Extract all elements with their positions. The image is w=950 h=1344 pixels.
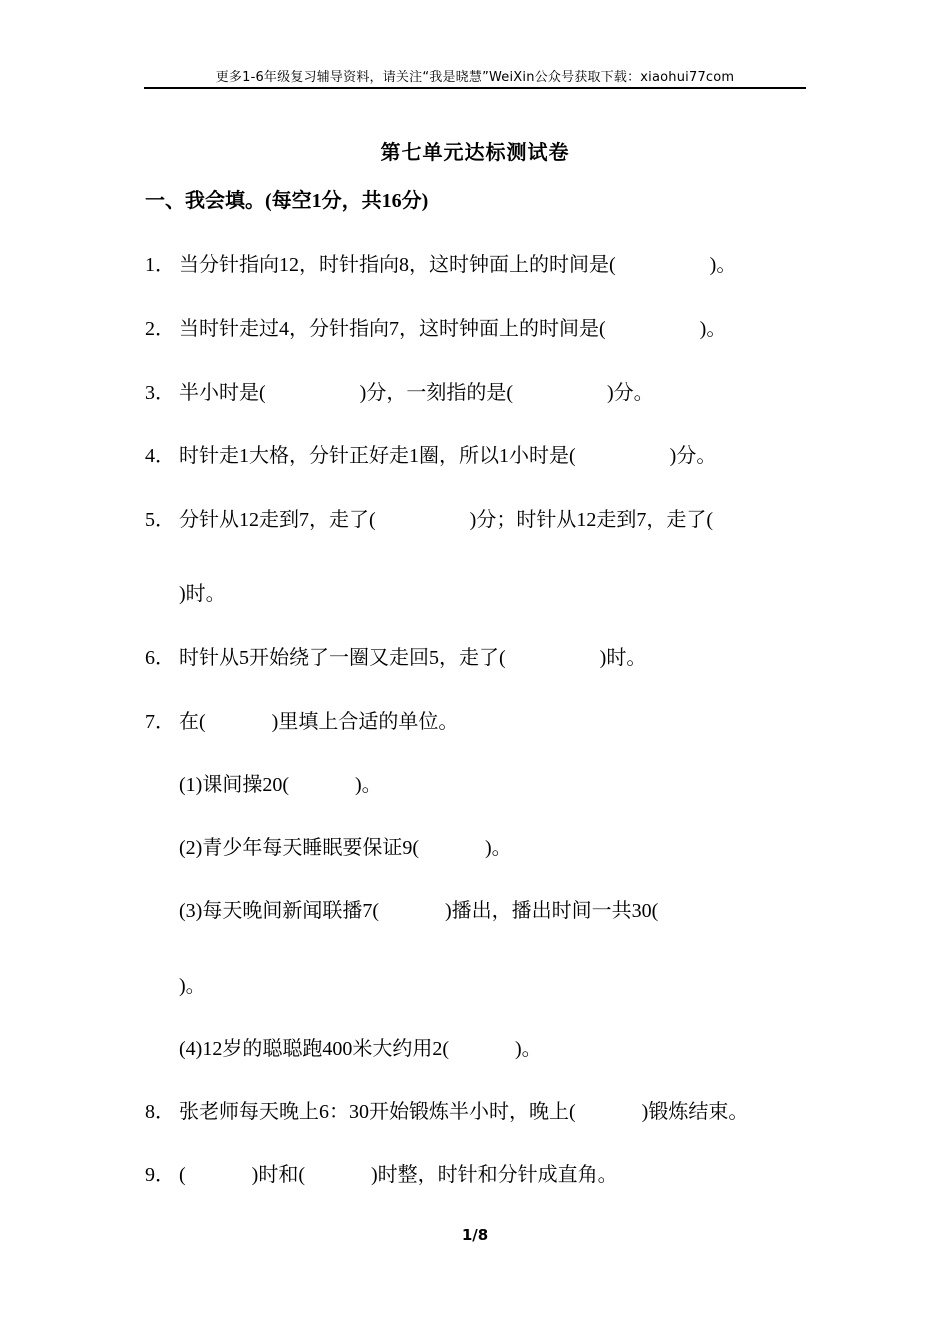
question-7-sub-3-continued — [179, 969, 206, 998]
question-text: ( — [179, 1164, 186, 1186]
question-text: )。 — [514, 1038, 542, 1060]
question-text: 张老师每天晚上6：30开始锻炼半小时，晚上( — [179, 1101, 576, 1123]
question-2 — [145, 312, 726, 341]
question-7-sub-1 — [179, 768, 382, 797]
question-number: 4． — [145, 445, 175, 467]
page-title: 第七单元达标测试卷 — [380, 142, 570, 164]
question-text: )时和( — [251, 1164, 305, 1186]
question-text: )分；时针从12走到7，走了( — [469, 509, 713, 531]
question-4 — [145, 439, 716, 468]
question-text: )分。 — [607, 382, 654, 404]
question-number: 1． — [145, 254, 175, 276]
question-6 — [145, 641, 646, 670]
question-text: (1)课间操20( — [179, 774, 289, 796]
question-7-sub-3 — [179, 894, 658, 923]
question-text: )分。 — [669, 445, 717, 467]
question-text: )。 — [484, 837, 512, 859]
question-9 — [145, 1158, 618, 1187]
question-text: 半小时是( — [179, 382, 266, 404]
question-text: )。 — [179, 975, 206, 997]
question-text: )里填上合适的单位。 — [271, 711, 459, 733]
question-text: )时。 — [599, 647, 647, 669]
question-text: 当分针指向12，时针指向8，这时钟面上的时间是( — [179, 254, 616, 276]
question-7-sub-2 — [179, 831, 512, 860]
question-number: 5． — [145, 509, 175, 531]
question-number: 7． — [145, 711, 175, 733]
question-text: )分，一刻指的是( — [359, 382, 513, 404]
question-text: )时整，时针和分针成直角。 — [371, 1164, 618, 1186]
question-text: (4)12岁的聪聪跑400米大约用2( — [179, 1038, 449, 1060]
question-number: 9． — [145, 1164, 175, 1186]
question-text: )。 — [709, 254, 737, 276]
question-text: 当时针走过4，分针指向7，这时钟面上的时间是( — [179, 318, 606, 340]
question-8 — [145, 1095, 748, 1124]
question-text: (3)每天晚间新闻联播7( — [179, 900, 379, 922]
question-text: )时。 — [179, 583, 226, 605]
question-number: 2． — [145, 318, 175, 340]
question-text: )。 — [699, 318, 727, 340]
question-text: 在( — [179, 711, 206, 733]
question-5-continued — [179, 577, 226, 606]
header-note: 更多1-6年级复习辅导资料，请关注“我是晓慧”WeiXin公众号获取下载：xiaohui77com — [215, 70, 735, 85]
section-heading: 一、我会填。(每空1分，共16分) — [145, 190, 429, 212]
question-text: 时针走1大格，分针正好走1圈，所以1小时是( — [179, 445, 576, 467]
question-5 — [145, 503, 713, 532]
question-text: )播出，播出时间一共30( — [444, 900, 659, 922]
question-3 — [145, 376, 654, 405]
question-number: 3． — [145, 382, 175, 404]
header-divider — [144, 87, 806, 89]
question-1 — [145, 248, 736, 277]
question-text: (2)青少年每天睡眠要保证9( — [179, 837, 419, 859]
question-text: )。 — [354, 774, 382, 796]
question-number: 8． — [145, 1101, 175, 1123]
question-text: 分针从12走到7，走了( — [179, 509, 376, 531]
question-number: 6． — [145, 647, 175, 669]
question-text: )锻炼结束。 — [641, 1101, 749, 1123]
question-7 — [145, 705, 458, 734]
page-number: 1/8 — [461, 1226, 489, 1244]
question-text: 时针从5开始绕了一圈又走回5，走了( — [179, 647, 506, 669]
question-7-sub-4 — [179, 1032, 542, 1061]
